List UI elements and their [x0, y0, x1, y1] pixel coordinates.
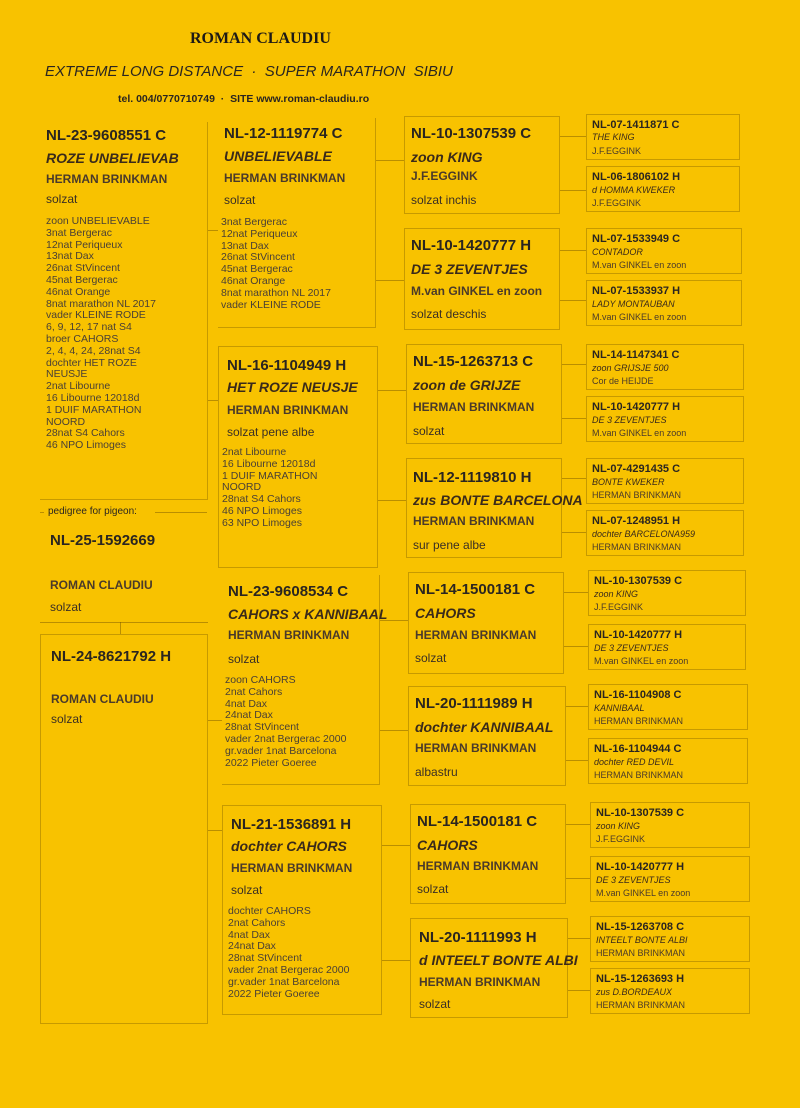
- note-line: vader KLEINE RODE: [221, 298, 321, 311]
- gen4-owner: M.van GINKEL en zoon: [596, 888, 691, 898]
- gen4-nickname: zus D.BORDEAUX: [596, 987, 673, 997]
- gen3-owner: J.F.EGGINK: [411, 169, 478, 183]
- gen4-card-13: [590, 802, 750, 848]
- sire-owner: HERMAN BRINKMAN: [46, 172, 168, 186]
- gen4-card-15: [590, 916, 750, 962]
- gen2-ring: NL-23-9608534 C: [228, 583, 349, 600]
- gen3-color: solzat: [419, 997, 451, 1011]
- gen3-card-2: [404, 228, 560, 330]
- gen3-ring: NL-14-1500181 C: [415, 581, 536, 598]
- note-line: 28nat S4 Cahors: [222, 493, 301, 506]
- gen3-color: solzat: [417, 882, 449, 896]
- gen2-ring: NL-16-1104949 H: [227, 357, 347, 374]
- gen3-color: sur pene albe: [413, 538, 486, 552]
- gen3-nickname: zoon KING: [411, 149, 483, 165]
- note-line: 45nat Bergerac: [46, 273, 118, 286]
- note-line: NOORD: [222, 481, 262, 494]
- gen3-owner: HERMAN BRINKMAN: [413, 514, 535, 528]
- gen4-ring: NL-15-1263708 C: [596, 921, 685, 933]
- note-line: NOORD: [46, 415, 86, 428]
- note-line: 2022 Pieter Goeree: [228, 987, 320, 1000]
- gen3-color: solzat inchis: [411, 193, 477, 207]
- gen3-card-7: [410, 804, 566, 904]
- note-line: 4nat Dax: [228, 928, 271, 941]
- gen4-ring: NL-07-1533949 C: [592, 233, 681, 245]
- gen2-ring: NL-21-1536891 H: [231, 816, 352, 833]
- note-line: 24nat Dax: [228, 940, 276, 953]
- gen3-ring: NL-14-1500181 C: [417, 813, 538, 830]
- gen4-card-14: [590, 856, 750, 902]
- gen2-nickname: dochter CAHORS: [231, 838, 347, 854]
- note-line: 46nat Orange: [221, 274, 286, 287]
- gen2-owner: HERMAN BRINKMAN: [227, 403, 349, 417]
- gen4-card-3: [586, 228, 742, 274]
- breeder-name: ROMAN CLAUDIU: [190, 30, 331, 47]
- gen4-card-7: [586, 458, 744, 504]
- gen2-owner: HERMAN BRINKMAN: [228, 628, 350, 642]
- gen2-owner: HERMAN BRINKMAN: [231, 861, 353, 875]
- gen4-ring: NL-07-1248951 H: [592, 515, 681, 527]
- note-line: 16 Libourne 12018d: [222, 457, 316, 470]
- gen4-card-9: [588, 570, 746, 616]
- gen4-nickname: zoon KING: [596, 821, 641, 831]
- gen4-card-16: [590, 968, 750, 1014]
- gen3-card-1: [404, 116, 560, 214]
- gen3-card-4: [406, 458, 583, 558]
- gen2-card-1: [218, 118, 376, 328]
- note-line: 3nat Bergerac: [221, 216, 287, 228]
- gen4-ring: NL-07-4291435 C: [592, 463, 681, 475]
- gen3-color: solzat: [415, 651, 447, 665]
- gen3-card-5: [408, 572, 564, 674]
- note-line: 1 DUIF MARATHON: [46, 403, 142, 416]
- gen4-owner: HERMAN BRINKMAN: [594, 716, 684, 726]
- gen4-card-1: [586, 114, 740, 160]
- note-line: 63 NPO Limoges: [222, 516, 302, 529]
- gen4-nickname: DE 3 ZEVENTJES: [596, 875, 671, 885]
- note-line: 12nat Periqueux: [221, 227, 298, 240]
- gen3-ring: NL-10-1307539 C: [411, 125, 532, 142]
- note-line: NEUSJE: [46, 368, 88, 381]
- note-line: 28nat StVincent: [228, 952, 302, 965]
- contact-line: tel. 004/0770710749 · SITE www.roman-claudiu.ro: [118, 93, 370, 105]
- gen3-ring: NL-20-1111989 H: [415, 695, 533, 712]
- note-line: 2nat Libourne: [46, 380, 111, 393]
- note-line: 2022 Pieter Goeree: [225, 756, 317, 769]
- gen4-ring: NL-10-1420777 H: [594, 629, 683, 641]
- note-line: 8nat marathon NL 2017: [221, 286, 331, 299]
- gen2-color: solzat: [231, 883, 263, 897]
- gen2-notes: [222, 447, 317, 530]
- gen4-owner: HERMAN BRINKMAN: [592, 490, 682, 500]
- gen4-ring: NL-14-1147341 C: [592, 349, 680, 361]
- gen4-owner: HERMAN BRINKMAN: [596, 1000, 686, 1010]
- gen3-ring: NL-10-1420777 H: [411, 237, 532, 254]
- page-subtitle: EXTREME LONG DISTANCE · SUPER MARATHON SIBIU: [45, 63, 453, 80]
- note-line: 26nat StVincent: [221, 251, 295, 264]
- note-line: 45nat Bergerac: [221, 263, 293, 276]
- note-line: vader 2nat Bergerac 2000: [225, 732, 347, 745]
- subject-color: solzat: [50, 600, 82, 614]
- gen2-notes: [228, 906, 349, 1000]
- gen2-card-2: [218, 346, 378, 568]
- gen4-ring: NL-10-1420777 H: [592, 401, 681, 413]
- gen4-owner: HERMAN BRINKMAN: [592, 542, 682, 552]
- sire-ring: NL-23-9608551 C: [46, 127, 167, 144]
- note-line: 2nat Cahors: [228, 916, 286, 929]
- gen4-nickname: zoon KING: [594, 589, 639, 599]
- gen2-notes: [225, 675, 346, 769]
- gen3-nickname: d INTEELT BONTE ALBI: [419, 952, 578, 968]
- gen4-ring: NL-10-1307539 C: [596, 807, 685, 819]
- note-line: 26nat StVincent: [46, 262, 120, 275]
- gen2-card-4: [222, 805, 382, 1015]
- gen3-color: albastru: [415, 765, 458, 779]
- gen4-owner: J.F.EGGINK: [596, 834, 646, 844]
- gen4-nickname: THE KING: [592, 132, 635, 142]
- note-line: 12nat Periqueux: [46, 238, 123, 251]
- gen4-card-4: [586, 280, 742, 326]
- gen3-nickname: zoon de GRIJZE: [413, 377, 521, 393]
- gen4-owner: HERMAN BRINKMAN: [594, 770, 684, 780]
- dam-ring: NL-24-8621792 H: [51, 648, 172, 665]
- gen2-nickname: UNBELIEVABLE: [224, 148, 332, 164]
- dam-card: [40, 634, 208, 1024]
- note-line: dochter HET ROZE: [46, 356, 137, 369]
- gen4-owner: Cor de HEIJDE: [592, 376, 654, 386]
- gen2-nickname: CAHORS x KANNIBAAL: [228, 606, 388, 622]
- note-line: vader KLEINE RODE: [46, 309, 146, 322]
- note-line: zoon CAHORS: [225, 674, 296, 686]
- gen4-nickname: INTEELT BONTE ALBI: [596, 935, 688, 945]
- gen2-color: solzat: [228, 652, 260, 666]
- gen4-card-12: [588, 738, 748, 784]
- gen2-notes: [221, 217, 331, 311]
- gen3-nickname: CAHORS: [415, 605, 476, 621]
- dam-owner: ROMAN CLAUDIU: [51, 692, 154, 706]
- subject-ring: NL-25-1592669: [50, 532, 156, 549]
- gen3-nickname: dochter KANNIBAAL: [415, 719, 554, 735]
- sire-nickname: ROZE UNBELIEVAB: [46, 150, 179, 166]
- gen4-nickname: LADY MONTAUBAN: [592, 299, 675, 309]
- gen3-owner: M.van GINKEL en zoon: [411, 284, 543, 298]
- gen4-owner: HERMAN BRINKMAN: [596, 948, 686, 958]
- gen4-owner: M.van GINKEL en zoon: [594, 656, 689, 666]
- note-line: 8nat marathon NL 2017: [46, 297, 156, 310]
- gen4-nickname: zoon GRIJSJE 500: [592, 363, 669, 373]
- gen4-owner: M.van GINKEL en zoon: [592, 260, 687, 270]
- gen3-card-6: [408, 686, 566, 786]
- note-line: broer CAHORS: [46, 332, 119, 345]
- gen4-ring: NL-10-1307539 C: [594, 575, 683, 587]
- note-line: 2nat Libourne: [222, 446, 287, 458]
- gen3-nickname: CAHORS: [417, 837, 478, 853]
- gen4-nickname: KANNIBAAL: [594, 703, 645, 713]
- gen4-card-6: [586, 396, 744, 442]
- pedigree-label: pedigree for pigeon:: [48, 506, 137, 517]
- sire-notes: [46, 216, 156, 452]
- gen4-nickname: d HOMMA KWEKER: [592, 185, 676, 195]
- gen3-ring: NL-15-1263713 C: [413, 353, 534, 370]
- gen4-owner: J.F.EGGINK: [594, 602, 644, 612]
- gen4-card-10: [588, 624, 746, 670]
- note-line: 13nat Dax: [46, 250, 94, 263]
- gen3-ring: NL-12-1119810 H: [413, 469, 532, 486]
- gen4-owner: J.F.EGGINK: [592, 198, 642, 208]
- note-line: gr.vader 1nat Barcelona: [228, 975, 340, 988]
- note-line: gr.vader 1nat Barcelona: [225, 744, 337, 757]
- note-line: 46 NPO Limoges: [46, 439, 126, 452]
- gen4-ring: NL-16-1104908 C: [594, 689, 682, 701]
- gen3-nickname: DE 3 ZEVENTJES: [411, 261, 528, 277]
- gen3-card-8: [410, 918, 578, 1018]
- gen3-card-3: [406, 344, 562, 444]
- gen3-owner: HERMAN BRINKMAN: [417, 859, 539, 873]
- dam-color: solzat: [51, 712, 83, 726]
- gen4-ring: NL-06-1806102 H: [592, 171, 681, 183]
- note-line: 13nat Dax: [221, 239, 269, 252]
- gen2-color: solzat: [224, 193, 256, 207]
- note-line: 6, 9, 12, 17 nat S4: [46, 321, 132, 334]
- gen4-owner: M.van GINKEL en zoon: [592, 312, 687, 322]
- note-line: 1 DUIF MARATHON: [222, 469, 318, 482]
- note-line: 28nat S4 Cahors: [46, 427, 125, 440]
- gen4-ring: NL-15-1263693 H: [596, 973, 685, 985]
- note-line: 16 Libourne 12018d: [46, 391, 140, 404]
- gen4-nickname: BONTE KWEKER: [592, 477, 665, 487]
- note-line: 24nat Dax: [225, 709, 273, 722]
- gen4-ring: NL-07-1533937 H: [592, 285, 681, 297]
- gen4-nickname: CONTADOR: [592, 247, 643, 257]
- gen3-color: solzat deschis: [411, 307, 487, 321]
- gen4-nickname: DE 3 ZEVENTJES: [594, 643, 669, 653]
- note-line: 3nat Bergerac: [46, 226, 112, 239]
- gen4-ring: NL-07-1411871 C: [592, 119, 680, 131]
- gen2-color: solzat pene albe: [227, 425, 315, 439]
- gen3-color: solzat: [413, 424, 445, 438]
- note-line: 46 NPO Limoges: [222, 504, 302, 517]
- sire-color: solzat: [46, 192, 78, 206]
- note-line: dochter CAHORS: [228, 905, 311, 917]
- gen4-owner: J.F.EGGINK: [592, 146, 642, 156]
- gen4-nickname: dochter RED DEVIL: [594, 757, 675, 767]
- sire-card: [40, 122, 208, 500]
- note-line: zoon UNBELIEVABLE: [46, 215, 150, 227]
- gen4-nickname: DE 3 ZEVENTJES: [592, 415, 667, 425]
- gen2-owner: HERMAN BRINKMAN: [224, 171, 346, 185]
- note-line: 4nat Dax: [225, 697, 268, 710]
- gen4-card-11: [588, 684, 748, 730]
- gen4-card-2: [586, 166, 740, 212]
- subject-owner: ROMAN CLAUDIU: [50, 578, 153, 592]
- gen3-owner: HERMAN BRINKMAN: [415, 628, 537, 642]
- gen3-owner: HERMAN BRINKMAN: [415, 741, 537, 755]
- gen2-nickname: HET ROZE NEUSJE: [227, 379, 358, 395]
- note-line: vader 2nat Bergerac 2000: [228, 963, 350, 976]
- note-line: 28nat StVincent: [225, 721, 299, 734]
- gen3-owner: HERMAN BRINKMAN: [413, 400, 535, 414]
- gen3-ring: NL-20-1111993 H: [419, 929, 537, 946]
- gen4-card-5: [586, 344, 744, 390]
- gen4-owner: M.van GINKEL en zoon: [592, 428, 687, 438]
- gen4-card-8: [586, 510, 744, 556]
- gen4-ring: NL-16-1104944 C: [594, 743, 682, 755]
- note-line: 2nat Cahors: [225, 685, 283, 698]
- note-line: 46nat Orange: [46, 285, 111, 298]
- note-line: 2, 4, 4, 24, 28nat S4: [46, 344, 141, 357]
- gen3-owner: HERMAN BRINKMAN: [419, 975, 541, 989]
- gen4-nickname: dochter BARCELONA959: [592, 529, 696, 539]
- gen3-nickname: zus BONTE BARCELONA: [413, 492, 583, 508]
- gen2-ring: NL-12-1119774 C: [224, 125, 343, 142]
- gen4-ring: NL-10-1420777 H: [596, 861, 685, 873]
- gen2-card-3: [222, 575, 388, 785]
